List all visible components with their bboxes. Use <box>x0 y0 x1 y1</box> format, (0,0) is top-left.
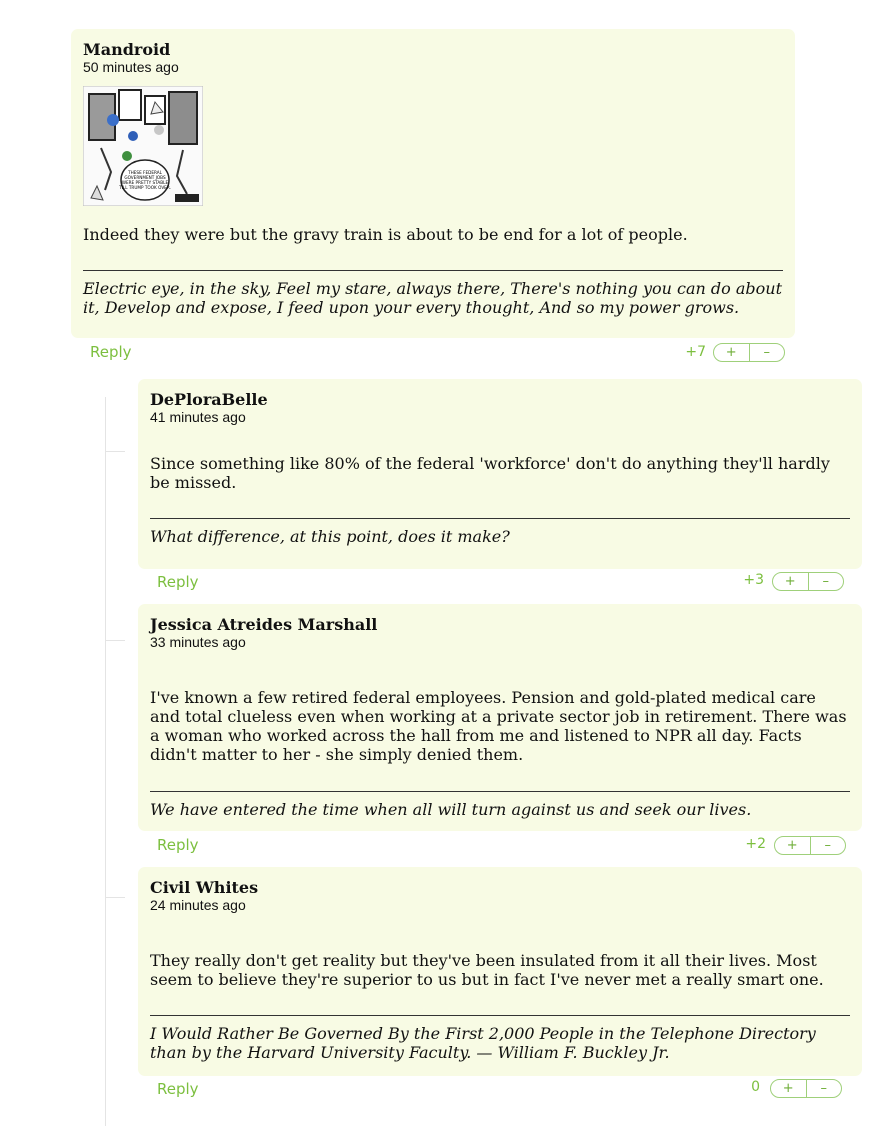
vote-score: +3 <box>743 572 764 588</box>
reply-button[interactable]: Reply <box>90 343 132 361</box>
reply-button[interactable]: Reply <box>157 1080 199 1098</box>
vote-buttons <box>774 836 846 855</box>
comment-timestamp[interactable]: 33 minutes ago <box>150 634 246 650</box>
comment-author[interactable]: Civil Whites <box>150 878 259 897</box>
comment-body: They really don't get reality but they've been insulated from it all their lives. Most seem to believe they're superior to us but in fact I've never met a really smart one. <box>150 951 824 989</box>
reply-button[interactable]: Reply <box>157 573 199 591</box>
svg-text:THESE FEDERAL: THESE FEDERAL <box>128 170 162 175</box>
comment-timestamp[interactable]: 50 minutes ago <box>83 59 179 75</box>
upvote-button[interactable]: + <box>782 1081 794 1096</box>
comment-author[interactable]: Mandroid <box>83 40 171 59</box>
svg-text:WERE PRETTY STABLE: WERE PRETTY STABLE <box>121 180 169 185</box>
comment-signature: We have entered the time when all will turn against us and seek our lives. <box>150 800 752 819</box>
vote-score: +2 <box>745 836 766 852</box>
vote-score: 0 <box>751 1079 760 1095</box>
svg-text:GOVERNMENT JOBS: GOVERNMENT JOBS <box>124 175 166 180</box>
vote-buttons <box>713 343 785 362</box>
upvote-button[interactable]: + <box>784 574 796 589</box>
svg-text:TILL TRUMP TOOK OVER.: TILL TRUMP TOOK OVER. <box>119 185 171 190</box>
upvote-button[interactable]: + <box>786 838 798 853</box>
comment-card <box>138 867 862 1076</box>
comment-body: I've known a few retired federal employees. Pension and gold-plated medical care and total clueless even when working at a private sector job in retirement. There was a woman who worked across the hall from me and listened to NPR all day. Facts didn't matter to her - she simply denied them. <box>150 688 847 764</box>
comment-body: Since something like 80% of the federal 'workforce' don't do anything they'll hardly be missed. <box>150 454 830 492</box>
comment-author[interactable]: Jessica Atreides Marshall <box>150 615 378 634</box>
comment-body: Indeed they were but the gravy train is about to be end for a lot of people. <box>83 225 688 244</box>
downvote-button[interactable]: – <box>749 344 785 361</box>
vote-score: +7 <box>685 344 706 360</box>
thread-line <box>105 397 106 1126</box>
vote-buttons <box>772 572 844 591</box>
comment-timestamp[interactable]: 24 minutes ago <box>150 897 246 913</box>
comment-image-thumbnail[interactable] <box>83 86 203 206</box>
thread-branch <box>105 640 125 641</box>
comment-signature: What difference, at this point, does it make? <box>150 527 510 546</box>
thread-branch <box>105 897 125 898</box>
downvote-button[interactable]: – <box>810 837 846 854</box>
comment-signature: Electric eye, in the sky, Feel my stare, always there, There's nothing you can do about it, Develop and expose, I feed upon your every thought, And so my power grows. <box>83 279 782 317</box>
downvote-button[interactable]: – <box>806 1080 842 1097</box>
downvote-button[interactable]: – <box>808 573 844 590</box>
upvote-button[interactable]: + <box>725 345 737 360</box>
comment-card <box>138 379 862 569</box>
comment-card <box>71 29 795 338</box>
vote-buttons <box>770 1079 842 1098</box>
reply-button[interactable]: Reply <box>157 836 199 854</box>
thread-branch <box>105 451 125 452</box>
comment-author[interactable]: DePloraBelle <box>150 390 268 409</box>
comment-signature: I Would Rather Be Governed By the First 2,000 People in the Telephone Directory than by the Harvard University Faculty. — William F. Buckley Jr. <box>150 1024 816 1062</box>
comment-card <box>138 604 862 831</box>
comment-timestamp[interactable]: 41 minutes ago <box>150 409 246 425</box>
